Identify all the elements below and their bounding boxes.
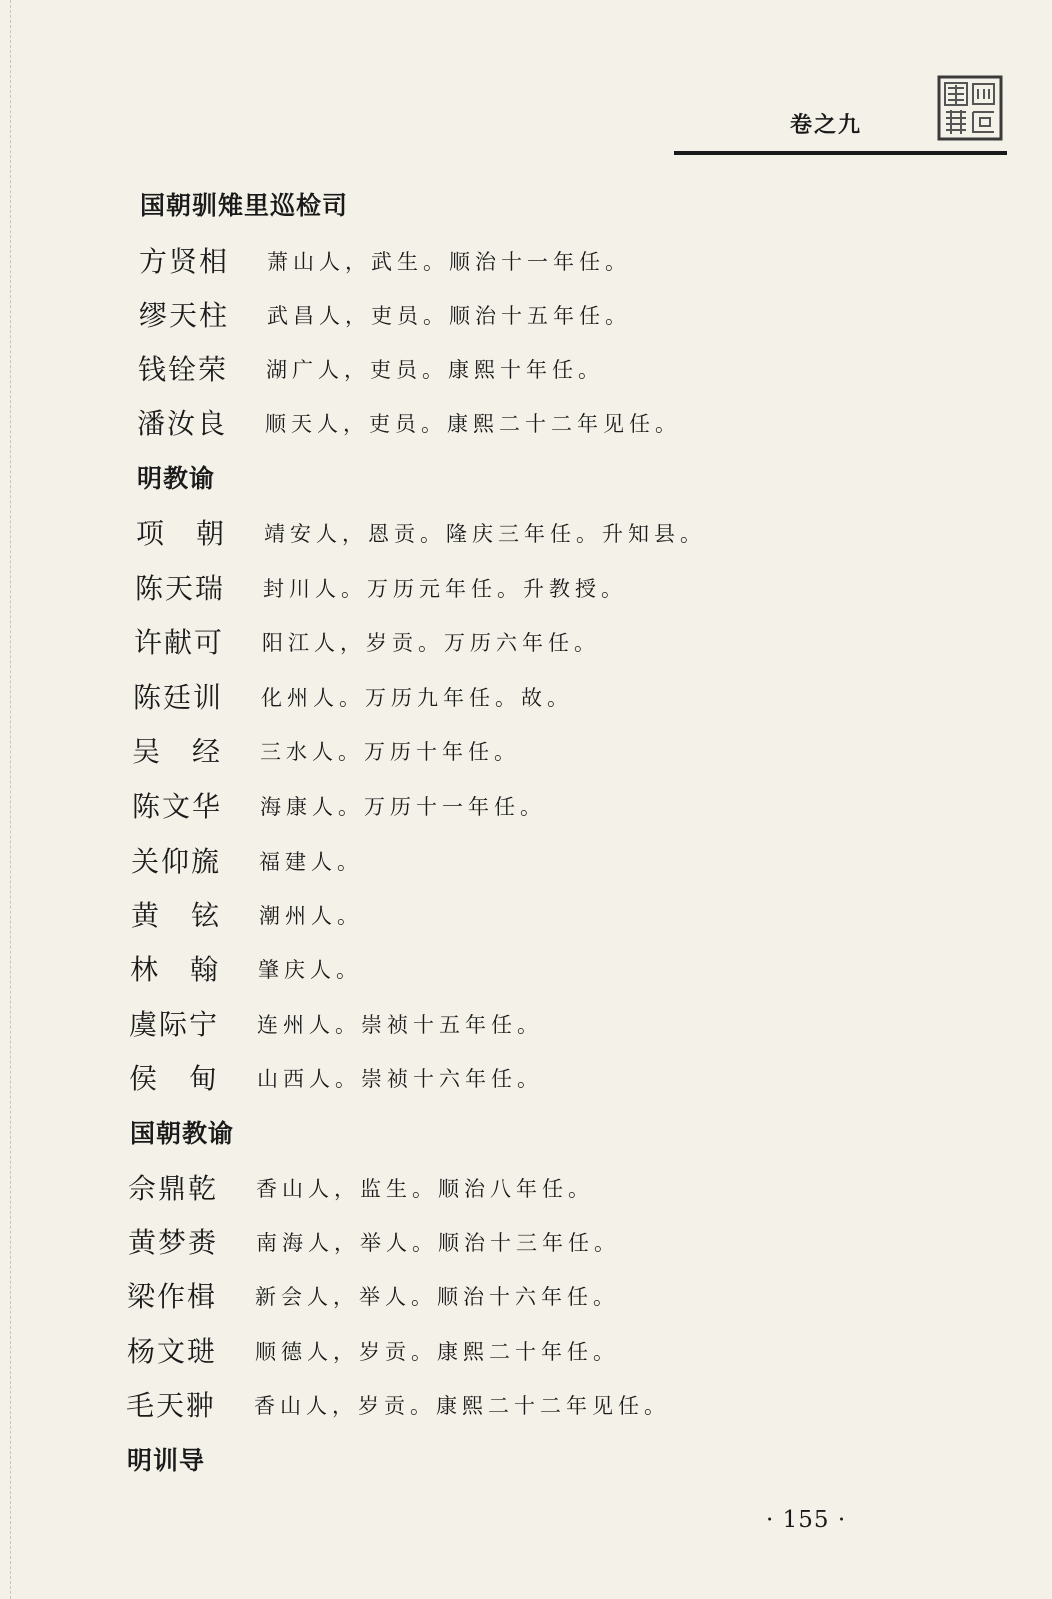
entry-desc: 化州人。万历九年任。故。: [261, 686, 573, 710]
entry-name: 佘鼎乾: [128, 1172, 219, 1205]
entry-desc: 香山人，岁贡。康熙二十二年见任。: [254, 1394, 670, 1418]
entry-desc: 顺德人，岁贡。康熙二十年任。: [255, 1340, 619, 1364]
entry-desc: 香山人，监生。顺治八年任。: [256, 1177, 594, 1201]
entry-name: 黄梦赉: [128, 1226, 219, 1259]
list-item: [127, 1275, 927, 1315]
section-heading: 明训导: [127, 1446, 206, 1475]
entry-desc: 阳江人，岁贡。万历六年任。: [262, 631, 600, 655]
list-item: [129, 1003, 929, 1043]
section-heading: 国朝驯雉里巡检司: [140, 191, 349, 220]
list-item: [131, 840, 931, 880]
entry-desc: 三水人。万历十年任。: [260, 740, 520, 764]
entry-desc: 南海人，举人。顺治十三年任。: [256, 1231, 620, 1255]
list-item: [132, 785, 932, 825]
list-item: [129, 1057, 929, 1097]
entry-desc: 封川人。万历元年任。升教授。: [263, 577, 627, 601]
list-item: [131, 894, 931, 934]
list-item: [139, 294, 939, 334]
entry-desc: 靖安人，恩贡。隆庆三年任。升知县。: [264, 522, 706, 546]
entry-name: 毛天翀: [126, 1389, 217, 1422]
entry-desc: 新会人，举人。顺治十六年任。: [255, 1285, 619, 1309]
entry-name: 关仰旒: [131, 845, 222, 878]
list-item: [137, 402, 937, 442]
entry-desc: 潮州人。: [259, 904, 363, 928]
list-item: [127, 1330, 927, 1370]
list-item: [132, 730, 932, 770]
list-item: [138, 348, 938, 388]
entry-name: 陈天瑞: [135, 572, 226, 605]
section-heading: 国朝教谕: [130, 1119, 235, 1148]
list-item: [135, 567, 935, 607]
entry-name: 侯 甸: [129, 1062, 220, 1095]
entry-name: 缪天柱: [139, 299, 230, 332]
list-item: [133, 676, 933, 716]
list-item: [126, 1384, 926, 1424]
entry-desc: 山西人。崇祯十六年任。: [257, 1067, 543, 1091]
entry-name: 吴 经: [132, 735, 223, 768]
section-heading: 明教谕: [137, 464, 216, 493]
entry-name: 陈廷训: [133, 681, 224, 714]
entry-name: 梁作楫: [127, 1280, 218, 1313]
entry-desc: 武昌人，吏员。顺治十五年任。: [267, 304, 631, 328]
entry-name: 虞际宁: [129, 1008, 220, 1041]
list-item: [128, 1167, 928, 1207]
list-item: [128, 1221, 928, 1261]
entry-desc: 海康人。万历十一年任。: [260, 795, 546, 819]
page-number: · 155 ·: [766, 1507, 847, 1533]
entry-desc: 萧山人，武生。顺治十一年任。: [267, 250, 631, 274]
entry-name: 许献可: [134, 626, 225, 659]
entry-name: 钱铨荣: [138, 353, 229, 386]
entry-desc: 连州人。崇祯十五年任。: [257, 1013, 543, 1037]
list-item: [130, 948, 930, 988]
entry-desc: 顺天人，吏员。康熙二十二年见任。: [265, 412, 681, 436]
list-item: [134, 621, 934, 661]
entry-desc: 肇庆人。: [258, 958, 362, 982]
entry-name: 项 朝: [136, 517, 227, 550]
entry-name: 潘汝良: [137, 407, 228, 440]
list-item: [139, 240, 939, 280]
entry-name: 杨文琎: [127, 1335, 218, 1368]
entry-desc: 福建人。: [259, 850, 363, 874]
entry-name: 陈文华: [132, 790, 223, 823]
running-head: 卷之九: [790, 113, 863, 138]
entry-name: 林 翰: [130, 953, 221, 986]
list-item: [136, 512, 936, 552]
entry-desc: 湖广人，吏员。康熙十年任。: [266, 358, 604, 382]
entry-name: 方贤相: [139, 245, 230, 278]
entry-name: 黄 铉: [131, 899, 222, 932]
